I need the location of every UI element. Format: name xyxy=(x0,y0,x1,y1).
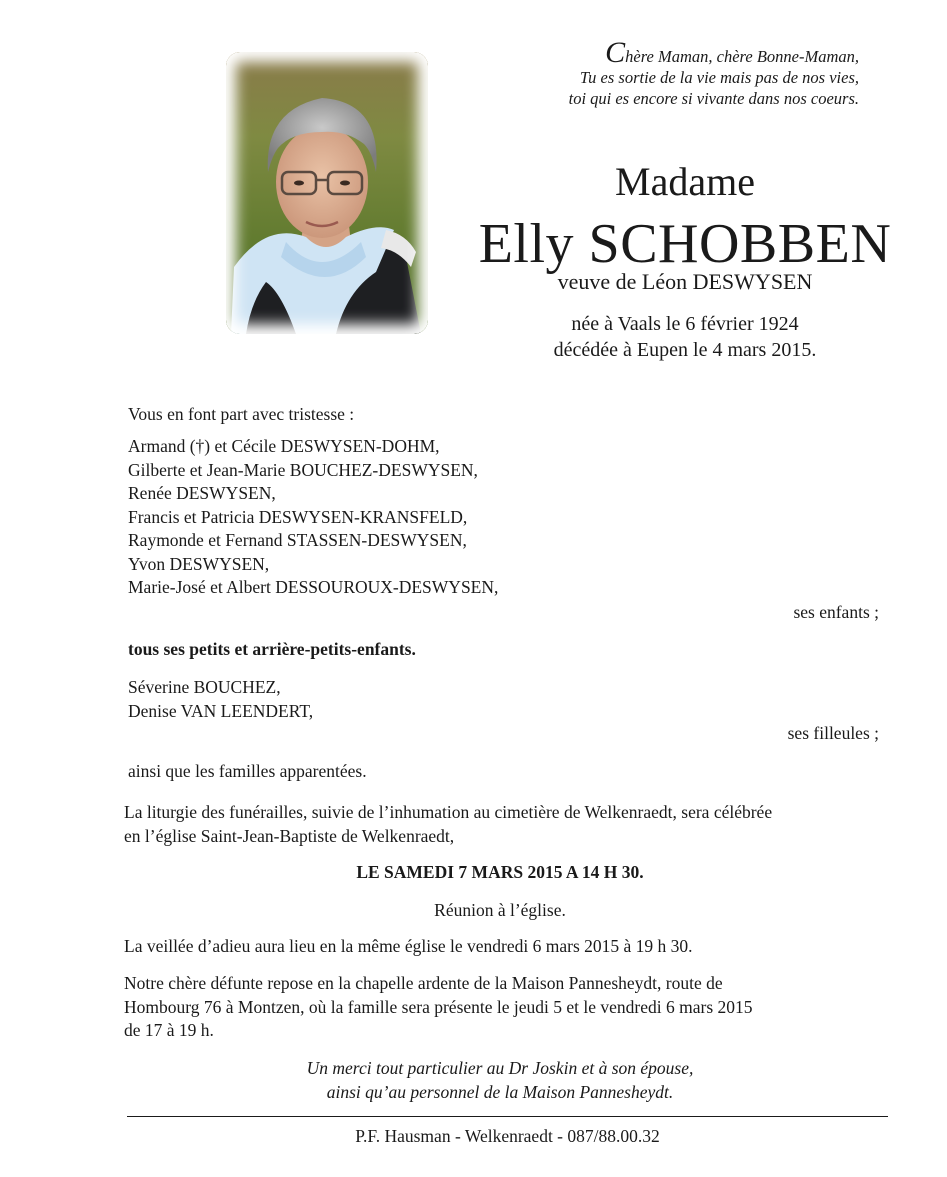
vigil-info: La veillée d’adieu aura lieu en la même église le vendredi 6 mars 2015 à 19 h 30. xyxy=(124,936,693,956)
widow-of: veuve de Léon DESWYSEN xyxy=(557,269,813,294)
poem-line-2: Tu es sortie de la vie mais pas de nos vies, xyxy=(579,68,859,87)
rest-line: Hombourg 76 à Montzen, où la famille sera présente le jeudi 5 et le vendredi 6 mars 2015 xyxy=(124,996,753,1017)
rest-line: Notre chère défunte repose en la chapelle ardente de la Maison Pannesheydt, route de xyxy=(124,973,723,993)
goddaughters-tag: ses filleules ; xyxy=(787,723,879,743)
thanks-note xyxy=(124,1057,876,1104)
thanks-line: ainsi qu’au personnel de la Maison Pannesheydt. xyxy=(326,1081,674,1102)
liturgy-paragraph xyxy=(124,801,772,848)
list-item: Séverine BOUCHEZ, xyxy=(128,677,281,697)
list-item: Yvon DESWYSEN, xyxy=(128,553,270,574)
list-item: Francis et Patricia DESWYSEN-KRANSFELD, xyxy=(128,506,468,527)
poem-line-1 xyxy=(499,36,859,69)
portrait-photo xyxy=(226,52,428,334)
goddaughters-list xyxy=(128,676,313,723)
footer-divider xyxy=(127,1116,888,1117)
list-item: Gilberte et Jean-Marie BOUCHEZ-DESWYSEN, xyxy=(128,459,478,480)
death-info: décédée à Eupen le 4 mars 2015. xyxy=(553,339,817,361)
list-item: Armand (†) et Cécile DESWYSEN-DOHM, xyxy=(128,436,440,456)
poem-line-3: toi qui es encore si vivante dans nos coeurs. xyxy=(568,89,859,108)
children-list xyxy=(128,435,498,600)
poem-dropcap: C xyxy=(605,36,626,69)
children-tag: ses enfants ; xyxy=(793,602,879,622)
grandchildren: tous ses petits et arrière-petits-enfants. xyxy=(128,639,416,659)
funeral-home-footer: P.F. Hausman - Welkenraedt - 087/88.00.32 xyxy=(355,1126,660,1146)
thanks-line: Un merci tout particulier au Dr Joskin et à son épouse, xyxy=(306,1058,694,1078)
liturgy-line: La liturgie des funérailles, suivie de l’inhumation au cimetière de Welkenraedt, sera célébrée xyxy=(124,802,773,822)
related-families: ainsi que les familles apparentées. xyxy=(128,761,367,781)
rest-paragraph xyxy=(124,972,753,1043)
rest-line: de 17 à 19 h. xyxy=(124,1020,214,1040)
memorial-poem xyxy=(499,36,859,109)
announcement-intro: Vous en font part avec tristesse : xyxy=(128,404,355,424)
honorific: Madame xyxy=(615,159,755,204)
birth-info: née à Vaals le 6 février 1924 xyxy=(571,313,799,335)
poem-line-1-text: hère Maman, chère Bonne-Maman, xyxy=(625,47,859,66)
list-item: Marie-José et Albert DESSOUROUX-DESWYSEN, xyxy=(128,577,499,597)
liturgy-line: en l’église Saint-Jean-Baptiste de Welkenraedt, xyxy=(124,825,455,846)
list-item: Raymonde et Fernand STASSEN-DESWYSEN, xyxy=(128,530,467,550)
list-item: Denise VAN LEENDERT, xyxy=(128,700,314,721)
ceremony-date: LE SAMEDI 7 MARS 2015 A 14 H 30. xyxy=(356,862,644,882)
deceased-name: Elly SCHOBBEN xyxy=(478,213,892,275)
list-item: Renée DESWYSEN, xyxy=(128,483,276,503)
meeting-place: Réunion à l’église. xyxy=(434,900,566,920)
